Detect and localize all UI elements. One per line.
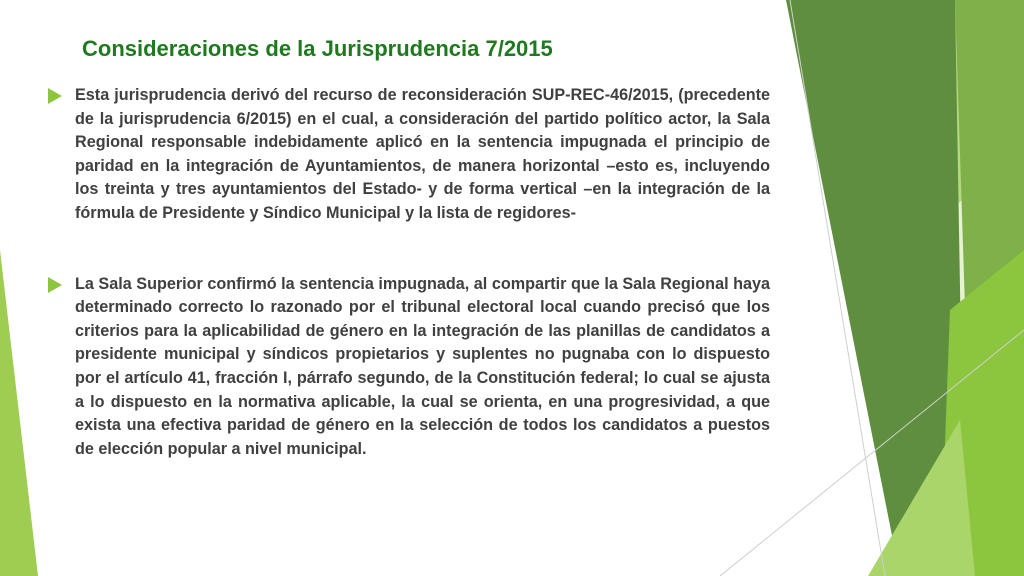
bullet-item <box>44 273 770 462</box>
left-green-sliver <box>0 250 38 576</box>
triangle-bullet-icon <box>48 88 62 104</box>
bullet-item <box>44 84 770 226</box>
slide-title: Consideraciones de la Jurisprudencia 7/2015 <box>82 36 553 61</box>
bullet-list <box>44 84 770 508</box>
bullet-text: Esta jurisprudencia derivó del recurso de reconsideración SUP-REC-46/2015, (precedente de la jurisprudencia 6/2015) en el cual, a consideración del partido político actor, la Sala Regional responsable indebidamente aplicó en la sentencia impugnada el principio de paridad en la integración de Ayuntamientos, de manera horizontal –esto es, incluyendo los treinta y tres ayuntamientos del Estado- y de forma vertical –en la integración de la fórmula de Presidente y Síndico Municipal y la lista de regidores- <box>75 86 770 222</box>
bullet-text: La Sala Superior confirmó la sentencia impugnada, al compartir que la Sala Regional haya determinado correcto lo razonado por el tribunal electoral local cuando precisó que los criterios para la aplicabilidad de género en la integración de las planillas de candidatos a presidente municipal y síndicos propietarios y suplentes no pugnaba con lo dispuesto por el artículo 41, fracción I, párrafo segundo, de la Constitución federal; lo cual se ajusta a lo dispuesto en la normativa aplicable, la cual se orienta, en una progresividad, a que exista una efectiva paridad de género en la selección de todos los candidatos a puestos de elección popular a nivel municipal. <box>75 274 770 458</box>
triangle-bullet-icon <box>48 277 62 293</box>
